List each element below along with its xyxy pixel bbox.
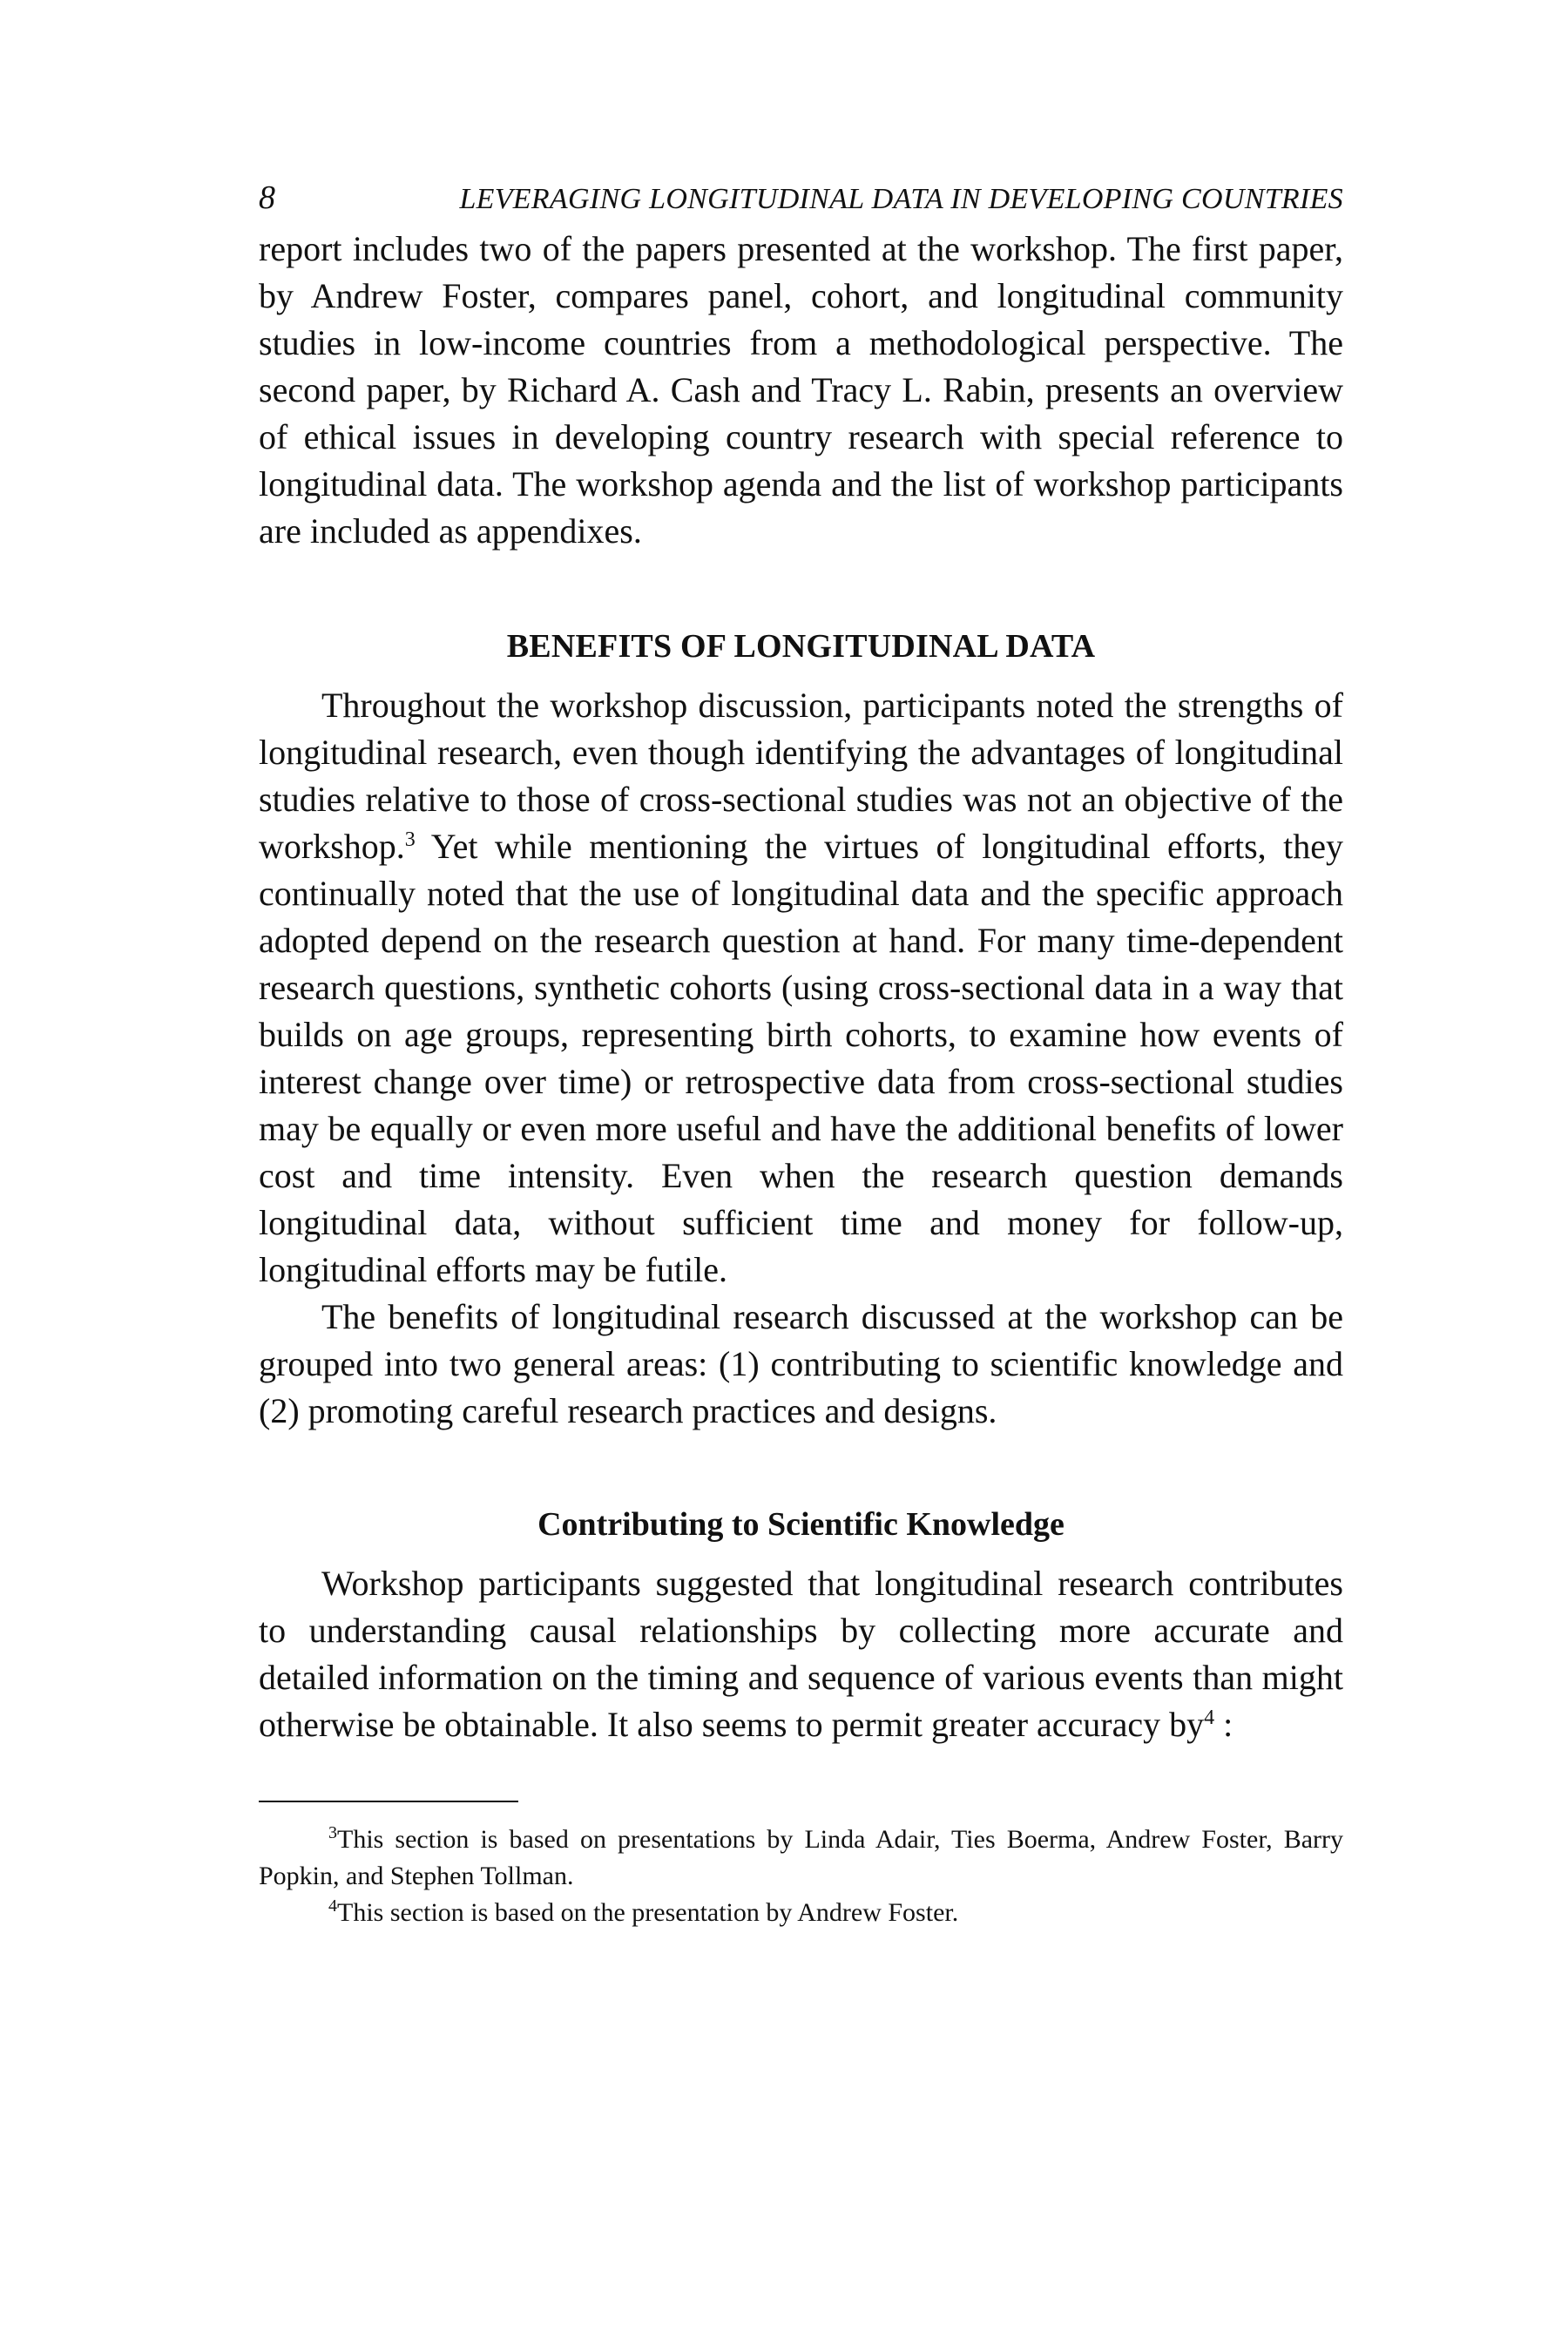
paragraph-text: Yet while mentioning the virtues of longitudinal efforts, they continually noted that the use of longitudinal data and the specific approach adopted depend on the research question at hand. For many time-dependent research questions, synthetic cohorts (using cross-sectional data in a way that builds on age groups, representing birth cohorts, to examine how events of interest change over time) or retrospective data from cross-sectional studies may be equally or even more useful and have the additional benefits of lower cost and time intensity. Even when the research question demands longitudinal data, without sufficient time and money for follow-up, longitudinal efforts may be futile. bbox=[259, 827, 1343, 1289]
paragraph-text: : bbox=[1214, 1705, 1233, 1744]
subsection-heading: Contributing to Scientific Knowledge bbox=[537, 1506, 1064, 1543]
page-number: 8 bbox=[259, 179, 276, 216]
paragraph-text: Throughout the workshop discussion, participants noted the strengths of longitudinal research, even though identifying the advantages of longitudinal studies relative to those of cross-sectional studies was not an objective of the workshop. bbox=[259, 686, 1343, 866]
running-title: LEVERAGING LONGITUDINAL DATA IN DEVELOPING COUNTRIES bbox=[459, 183, 1343, 215]
section-paragraph-1 bbox=[259, 682, 1343, 1294]
book-page bbox=[259, 179, 1343, 1931]
footnote-text: This section is based on the presentation by Andrew Foster. bbox=[337, 1898, 959, 1927]
running-header bbox=[259, 179, 1343, 222]
footnote-4 bbox=[259, 1895, 1343, 1931]
intro-paragraph: report includes two of the papers presented at the workshop. The first paper, by Andrew Foster, compares panel, cohort, and longitudinal community studies in low-income countries from a methodological perspective. The second paper, by Richard A. Cash and Tracy L. Rabin, presents an overview of ethical issues in developing country research with special reference to longitudinal data. The workshop agenda and the list of workshop participants are included as appendixes. bbox=[259, 229, 1343, 551]
footnote-marker: 4 bbox=[328, 1896, 337, 1916]
footnote-reference-3: 3 bbox=[404, 828, 416, 851]
footnote-reference-4: 4 bbox=[1204, 1707, 1215, 1729]
footnote-divider bbox=[259, 1801, 518, 1802]
section-heading: BENEFITS OF LONGITUDINAL DATA bbox=[506, 628, 1096, 665]
footnote-text: This section is based on presentations by Linda Adair, Ties Boerma, Andrew Foster, Barry Popkin, and Stephen Tollman. bbox=[259, 1825, 1343, 1890]
section-paragraph-2: The benefits of longitudinal research discussed at the workshop can be grouped into two general areas: (1) contributing to scientific knowledge and (2) promoting careful research practices and designs. bbox=[259, 1297, 1343, 1430]
footnote-marker: 3 bbox=[328, 1823, 337, 1842]
subsection-paragraph bbox=[259, 1560, 1343, 1748]
footnote-3 bbox=[259, 1821, 1343, 1895]
paragraph-text: Workshop participants suggested that longitudinal research contributes to understanding causal relationships by collecting more accurate and detailed information on the timing and sequence of various events than might otherwise be obtainable. It also seems to permit greater accuracy by bbox=[259, 1564, 1343, 1744]
